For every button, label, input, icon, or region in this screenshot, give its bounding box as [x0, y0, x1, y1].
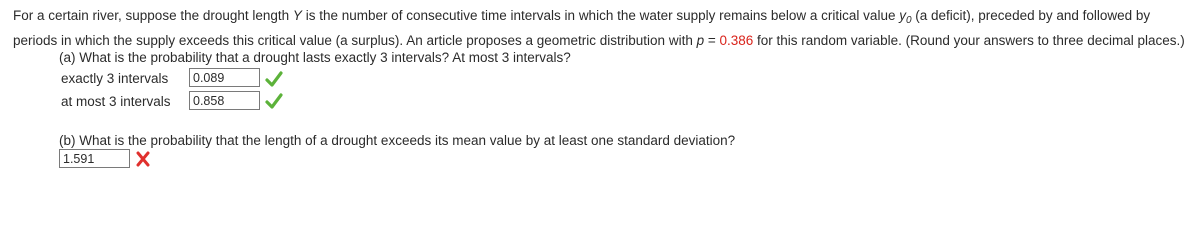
variable-y: Y — [292, 8, 302, 23]
part-a-question: (a) What is the probability that a drought lasts exactly 3 intervals? At most 3 intervals? — [59, 50, 571, 65]
part-b-question: (b) What is the probability that the length of a drought exceeds its mean value by at least one standard deviation? — [59, 133, 736, 148]
intro-text-2: is the number of consecutive time intervals in which the water supply remains below a critical value — [301, 8, 900, 23]
check-icon — [265, 93, 283, 109]
problem-statement — [13, 4, 1193, 52]
variable-p: p — [696, 33, 705, 48]
intro-text-1: For a certain river, suppose the drought length — [13, 8, 293, 23]
p-value: 0.386 — [719, 33, 754, 48]
check-icon — [265, 71, 283, 87]
at-most-3-label: at most 3 intervals — [61, 94, 171, 109]
intro-text-4: for this random variable. (Round your answers to three decimal places.) — [753, 33, 1185, 48]
intro-text-3: (a deficit), preceded by and followed by periods in which the supply exceeds this critical value (a surplus). An article proposes a geometric distribution with — [13, 8, 1151, 48]
cross-icon — [134, 151, 152, 167]
variable-y0: $y_0$ — [899, 8, 912, 26]
part-b-answer-field[interactable] — [59, 149, 130, 168]
exactly-3-answer-field[interactable] — [189, 68, 260, 87]
equals-sign: = — [704, 33, 720, 48]
at-most-3-answer-field[interactable] — [189, 91, 260, 110]
exactly-3-label: exactly 3 intervals — [61, 71, 169, 86]
